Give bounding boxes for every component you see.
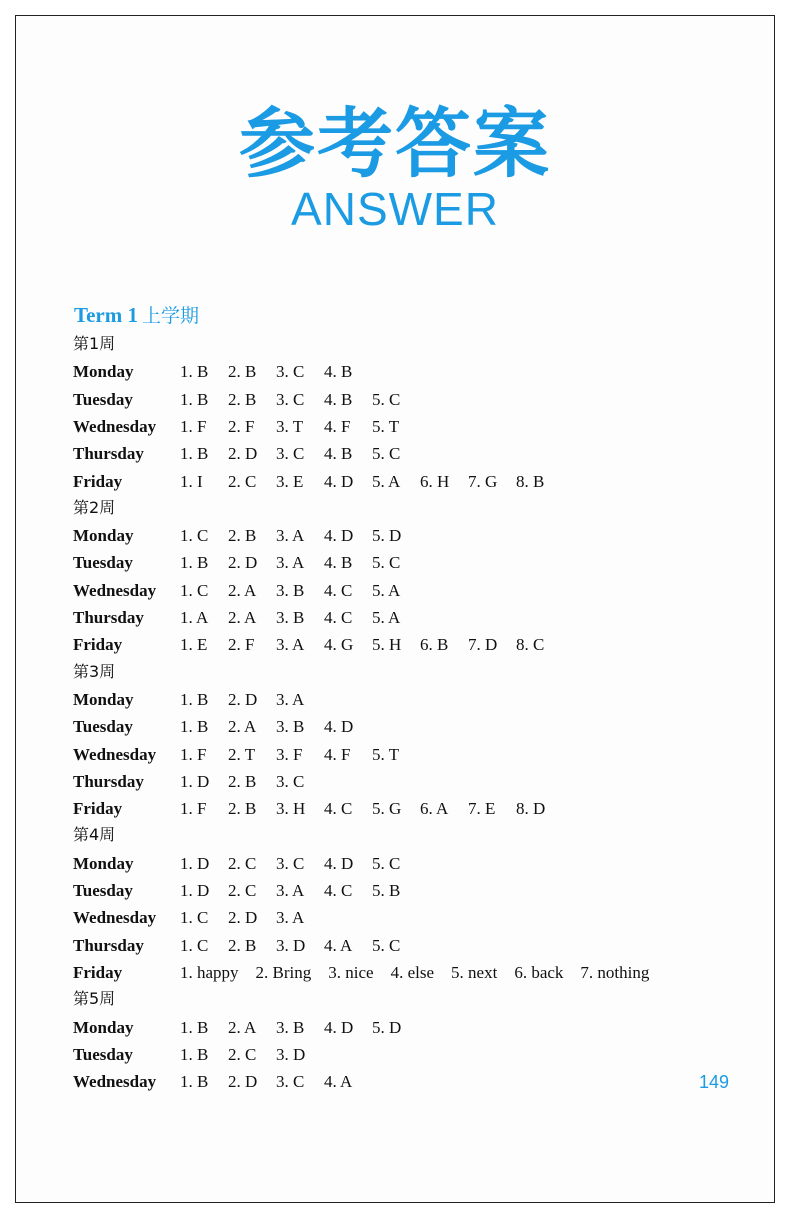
day-row: [73, 715, 733, 739]
answer-item: 3. nice: [328, 962, 374, 982]
answer-item: 1. happy: [180, 962, 239, 982]
answer-item: 4. D: [324, 526, 354, 546]
answer-item: 3. D: [276, 1044, 306, 1064]
answer-item: 3. H: [276, 799, 306, 819]
answer-item: 3. A: [276, 881, 305, 900]
answer-item: 3. A: [276, 526, 305, 546]
day-row: [73, 906, 733, 930]
answer-item: 1. E: [180, 635, 208, 655]
answer-item: 4. C: [324, 580, 353, 600]
answer-item: 1. C: [180, 580, 209, 600]
answer-item: 7. D: [468, 635, 498, 655]
day-label: Friday: [73, 799, 123, 819]
answer-item: 2. C: [228, 471, 257, 491]
day-label: Thursday: [73, 608, 144, 627]
answer-item: 2. B: [228, 771, 257, 791]
answer-item: 3. C: [276, 389, 305, 409]
answer-item: 8. B: [516, 471, 545, 491]
answer-item: 4. B: [324, 389, 353, 409]
day-label: Tuesday: [73, 717, 133, 737]
day-label: Tuesday: [73, 1044, 133, 1064]
answer-item: 2. D: [228, 908, 258, 928]
day-label: Wednesday: [73, 416, 157, 436]
day-row: [73, 743, 733, 767]
answer-item: 2. B: [228, 799, 257, 819]
answer-item: 5. C: [372, 853, 401, 873]
answer-item: 4. A: [324, 1072, 353, 1092]
answer-item: 4. B: [324, 444, 353, 464]
answer-item: 1. B: [180, 717, 209, 737]
answer-item: 1. B: [180, 689, 209, 709]
answer-item: 6. B: [420, 635, 449, 655]
answer-item: 1. D: [180, 881, 210, 900]
answer-item: 6. H: [420, 471, 450, 491]
answer-item: 5. G: [372, 799, 402, 819]
title-chinese: 参考答案: [239, 99, 551, 188]
answer-item: 4. D: [324, 717, 354, 737]
answer-item: 4. D: [324, 1017, 354, 1037]
day-row: [73, 961, 733, 985]
answer-item: 4. F: [324, 416, 351, 436]
day-row: [73, 770, 733, 794]
day-label: Thursday: [73, 444, 144, 464]
answer-item: 2. F: [228, 416, 255, 436]
answer-item: 1. B: [180, 1017, 209, 1037]
day-row: [73, 524, 733, 548]
answer-item: 1. B: [180, 389, 209, 409]
day-row: [73, 1016, 733, 1040]
answer-words: [180, 961, 649, 985]
answer-item: 4. C: [324, 799, 353, 819]
answer-item: 1. F: [180, 799, 207, 819]
day-label: Monday: [73, 689, 134, 709]
day-label: Tuesday: [73, 553, 133, 573]
day-row: [73, 797, 733, 821]
day-label: Monday: [73, 526, 134, 546]
answer-item: 2. A: [228, 608, 257, 627]
answer-item: 2. A: [228, 1017, 257, 1037]
answer-item: 7. G: [468, 471, 498, 491]
answer-item: 3. A: [276, 908, 305, 928]
answer-item: 3. T: [276, 416, 304, 436]
week-heading: 第4周: [73, 825, 116, 845]
answer-item: 3. B: [276, 717, 305, 737]
answer-item: 5. D: [372, 526, 402, 546]
answer-item: 5. B: [372, 881, 401, 900]
answer-item: 2. Bring: [255, 962, 312, 982]
page-number: 149: [699, 1072, 730, 1092]
day-label: Tuesday: [73, 881, 133, 900]
answer-item: 7. E: [468, 799, 496, 819]
day-row: [73, 470, 733, 494]
day-label: Tuesday: [73, 389, 133, 409]
answer-item: 8. C: [516, 635, 545, 655]
answer-item: 4. F: [324, 744, 351, 764]
day-label: Monday: [73, 1017, 134, 1037]
day-label: Wednesday: [73, 744, 157, 764]
answer-item: 3. C: [276, 771, 305, 791]
day-row: [73, 442, 733, 466]
answer-item: 2. C: [228, 1044, 257, 1064]
day-row: [73, 688, 733, 712]
answer-item: 4. B: [324, 553, 353, 573]
term-heading: [74, 302, 199, 328]
answer-item: 5. C: [372, 935, 401, 955]
answer-item: 1. D: [180, 771, 210, 791]
answer-item: 4. C: [324, 608, 353, 627]
day-row: [73, 879, 733, 903]
day-row: [73, 852, 733, 876]
answer-item: 5. A: [372, 471, 401, 491]
answer-item: 1. A: [180, 608, 209, 627]
answer-item: 2. D: [228, 1072, 258, 1092]
day-row: [73, 606, 733, 630]
answer-item: 3. B: [276, 580, 305, 600]
answer-item: 1. B: [180, 444, 209, 464]
answer-item: 5. T: [372, 416, 400, 436]
answer-item: 1. C: [180, 526, 209, 546]
answer-item: 4. A: [324, 935, 353, 955]
answer-item: 2. D: [228, 444, 258, 464]
answer-item: 8. D: [516, 799, 546, 819]
answer-item: 5. H: [372, 635, 402, 655]
answer-item: 4. G: [324, 635, 354, 655]
answer-item: 4. D: [324, 471, 354, 491]
answer-item: 5. C: [372, 444, 401, 464]
answer-item: 2. D: [228, 689, 258, 709]
answer-item: 3. C: [276, 1072, 305, 1092]
answer-item: 5. A: [372, 608, 401, 627]
term-label: Term 1: [74, 303, 138, 327]
answer-item: 2. C: [228, 881, 257, 900]
answer-item: 5. A: [372, 580, 401, 600]
day-label: Thursday: [73, 771, 144, 791]
answer-item: 2. C: [228, 853, 257, 873]
day-row: [73, 415, 733, 439]
day-row: [73, 934, 733, 958]
day-row: [73, 360, 733, 384]
answer-item: 1. B: [180, 553, 209, 573]
term-label-cn: 上学期: [141, 305, 199, 327]
answer-item: 2. B: [228, 362, 257, 382]
day-label: Monday: [73, 362, 134, 382]
answer-item: 1. C: [180, 908, 209, 928]
answer-item: 2. F: [228, 635, 255, 655]
answer-item: 1. I: [180, 471, 203, 491]
answer-item: 2. B: [228, 389, 257, 409]
answer-item: 1. B: [180, 1044, 209, 1064]
answer-item: 1. D: [180, 853, 210, 873]
answer-item: 3. C: [276, 362, 305, 382]
answer-item: 4. C: [324, 881, 353, 900]
answer-item: 3. C: [276, 444, 305, 464]
answer-item: 4. else: [390, 962, 435, 982]
day-label: Thursday: [73, 935, 144, 955]
day-label: Friday: [73, 962, 123, 982]
answer-item: 5. next: [451, 962, 498, 982]
day-label: Wednesday: [73, 908, 157, 928]
answer-item: 3. A: [276, 553, 305, 573]
day-label: Friday: [73, 471, 123, 491]
day-row: [73, 551, 733, 575]
answer-item: 3. A: [276, 635, 305, 655]
answer-item: 1. B: [180, 362, 209, 382]
answer-item: 3. A: [276, 689, 305, 709]
week-heading: 第5周: [73, 989, 116, 1009]
answer-item: 3. F: [276, 744, 303, 764]
answer-item: 4. B: [324, 362, 353, 382]
day-label: Wednesday: [73, 1072, 157, 1092]
answer-item: 5. C: [372, 553, 401, 573]
answer-item: 3. B: [276, 1017, 305, 1037]
answer-item: 7. nothing: [580, 962, 650, 982]
answer-item: 5. T: [372, 744, 400, 764]
day-label: Friday: [73, 635, 123, 655]
week-heading: 第3周: [73, 661, 116, 681]
answer-item: 5. C: [372, 389, 401, 409]
answer-item: 2. B: [228, 935, 257, 955]
answer-item: 6. A: [420, 799, 449, 819]
day-row: [73, 1043, 733, 1067]
day-label: Wednesday: [73, 580, 157, 600]
answer-item: 3. C: [276, 853, 305, 873]
answer-item: 1. B: [180, 1072, 209, 1092]
title-english: ANSWER: [291, 183, 499, 235]
answer-item: 2. T: [228, 744, 256, 764]
day-row: [73, 633, 733, 657]
week-heading: 第1周: [73, 334, 116, 353]
answer-item: 1. F: [180, 416, 207, 436]
answer-item: 1. C: [180, 935, 209, 955]
answer-item: 3. B: [276, 608, 305, 627]
answer-item: 2. B: [228, 526, 257, 546]
answer-item: 1. F: [180, 744, 207, 764]
answer-item: 3. D: [276, 935, 306, 955]
answer-item: 6. back: [514, 962, 564, 982]
day-row: [73, 1070, 733, 1094]
week-heading: 第2周: [73, 497, 116, 517]
answer-item: 2. A: [228, 717, 257, 737]
answer-item: 5. D: [372, 1017, 402, 1037]
answer-item: 3. E: [276, 471, 304, 491]
answer-item: 2. A: [228, 580, 257, 600]
day-row: [73, 388, 733, 412]
answer-item: 4. D: [324, 853, 354, 873]
day-row: [73, 579, 733, 603]
day-label: Monday: [73, 853, 134, 873]
answer-item: 2. D: [228, 553, 258, 573]
